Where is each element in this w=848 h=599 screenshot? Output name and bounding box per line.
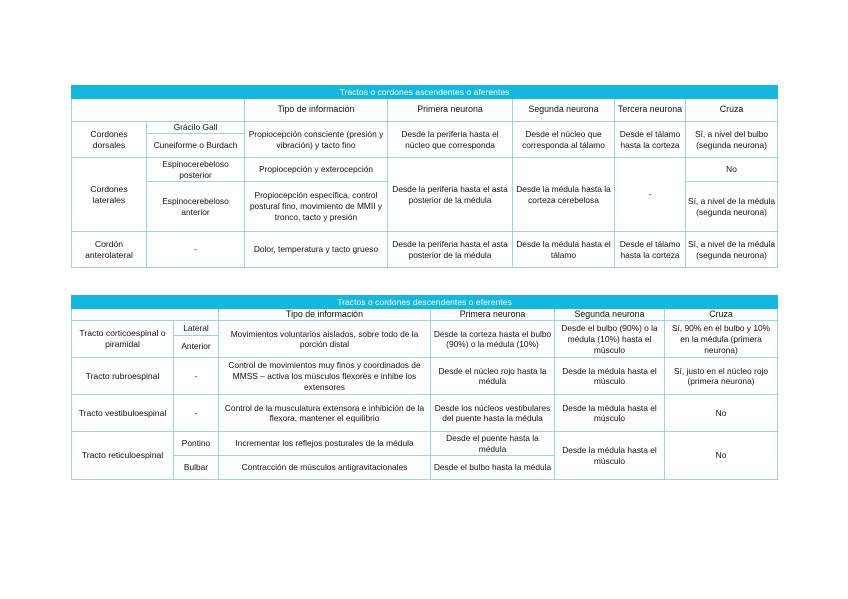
anterolateral-sub: -	[147, 232, 245, 268]
dorsal-first-neuron: Desde la periferia hasta el núcleo que corresponda	[388, 122, 513, 158]
header-empty-cell	[72, 309, 219, 321]
gracilo-gall-label: Grácilo Gall	[147, 122, 245, 134]
anterolateral-second-neuron: Desde la médula hasta el tálamo	[513, 232, 615, 268]
dorsal-cords-label: Cordones dorsales	[72, 122, 147, 158]
ascending-tracts-table	[71, 85, 778, 268]
dorsal-second-neuron: Desde el núcleo que corresponda al tálamo	[513, 122, 615, 158]
cuneiforme-label: Cuneiforme o Burdach	[147, 134, 245, 158]
anterolateral-third-neuron: Desde el tálamo hasta la corteza	[615, 232, 686, 268]
lateral-posterior-info: Propiocepción y exterocepción	[245, 158, 388, 182]
header-second-neuron: Segunda neurona	[555, 309, 665, 321]
vestibulospinal-info: Control de la musculatura extensora e inhibición de la flexora, mantener el equilibrio	[219, 395, 431, 432]
vestibulospinal-second-neuron: Desde la médula hasta el músculo	[555, 395, 665, 432]
anterolateral-label: Cordón anterolateral	[72, 232, 147, 268]
spinocerebellar-anterior-label: Espinocerebeloso anterior	[147, 182, 245, 232]
corticospinal-lateral-label: Lateral	[174, 321, 219, 336]
reticulospinal-bulbar-first-neuron: Desde el bulbo hasta la médula	[431, 456, 555, 480]
header-cross: Cruza	[686, 99, 778, 122]
corticospinal-first-neuron: Desde la corteza hasta el bulbo (90%) o la médula (10%)	[431, 321, 555, 358]
header-first-neuron: Primera neurona	[431, 309, 555, 321]
vestibulospinal-first-neuron: Desde los núcleos vestibulares del puente hasta la médula	[431, 395, 555, 432]
corticospinal-label: Tracto corticoespinal o piramidal	[72, 321, 174, 358]
lateral-anterior-info: Propiocepción específica, control postural fino, movimiento de MMII y tronco, tacto y presión	[245, 182, 388, 232]
rubrospinal-info: Control de movimientos muy finos y coordinados de MMSS – activa los músculos flexores e inhibe los extensores	[219, 358, 431, 395]
rubrospinal-second-neuron: Desde la médula hasta el músculo	[555, 358, 665, 395]
dorsal-info: Propiocepción consciente (presión y vibración) y tacto fino	[245, 122, 388, 158]
reticulospinal-label: Tracto reticuloespinal	[72, 432, 174, 480]
vestibulospinal-label: Tracto vestibuloespinal	[72, 395, 174, 432]
corticospinal-anterior-label: Anterior	[174, 336, 219, 358]
reticulospinal-second-neuron: Desde la médula hasta el músculo	[555, 432, 665, 480]
ascending-table-title: Tractos o cordones ascendentes o aferentes	[72, 86, 778, 99]
reticulospinal-bulbar-info: Contracción de músculos antigravitacionales	[219, 456, 431, 480]
reticulospinal-cross: No	[665, 432, 778, 480]
dorsal-third-neuron: Desde el tálamo hasta la corteza	[615, 122, 686, 158]
lateral-first-neuron: Desde la periferia hasta el asta posterior de la médula	[388, 158, 513, 232]
anterolateral-cross: Sí, a nivel de la médula (segunda neurona)	[686, 232, 778, 268]
corticospinal-second-neuron: Desde el bulbo (90%) o la médula (10%) hasta el músculo	[555, 321, 665, 358]
anterolateral-info: Dolor, temperatura y tacto grueso	[245, 232, 388, 268]
header-info-type: Tipo de información	[219, 309, 431, 321]
rubrospinal-cross: Sí, justo en el núcleo rojo (primera neurona)	[665, 358, 778, 395]
reticulospinal-bulbar-label: Bulbar	[174, 456, 219, 480]
reticulospinal-pontino-label: Pontino	[174, 432, 219, 456]
lateral-posterior-cross: No	[686, 158, 778, 182]
descending-tracts-table	[71, 295, 778, 480]
header-third-neuron: Tercera neurona	[615, 99, 686, 122]
lateral-third-neuron: -	[615, 158, 686, 232]
vestibulospinal-cross: No	[665, 395, 778, 432]
spinocerebellar-posterior-label: Espinocerebeloso posterior	[147, 158, 245, 182]
header-first-neuron: Primera neurona	[388, 99, 513, 122]
reticulospinal-pontino-first-neuron: Desde el puente hasta la médula	[431, 432, 555, 456]
descending-table-title: Tractos o cordones descendentes o eferentes	[72, 296, 778, 309]
anterolateral-first-neuron: Desde la periferia hasta el asta posterior de la médula	[388, 232, 513, 268]
header-empty-cell	[72, 99, 245, 122]
lateral-anterior-cross: Sí, a nivel de la médula (segunda neurona)	[686, 182, 778, 232]
corticospinal-info: Movimientos voluntarios aislados, sobre todo de la porción distal	[219, 321, 431, 358]
rubrospinal-first-neuron: Desde el núcleo rojo hasta la médula	[431, 358, 555, 395]
rubrospinal-label: Tracto rubroespinal	[72, 358, 174, 395]
rubrospinal-sub: -	[174, 358, 219, 395]
header-info-type: Tipo de información	[245, 99, 388, 122]
header-cross: Cruza	[665, 309, 778, 321]
dorsal-cross: Sí, a nivel del bulbo (segunda neurona)	[686, 122, 778, 158]
lateral-cords-label: Cordones laterales	[72, 158, 147, 232]
lateral-second-neuron: Desde la médula hasta la corteza cerebelosa	[513, 158, 615, 232]
header-second-neuron: Segunda neurona	[513, 99, 615, 122]
vestibulospinal-sub: -	[174, 395, 219, 432]
corticospinal-cross: Sí, 90% en el bulbo y 10% en la médula (primera neurona)	[665, 321, 778, 358]
reticulospinal-pontino-info: Incrementar los reflejos posturales de la médula	[219, 432, 431, 456]
